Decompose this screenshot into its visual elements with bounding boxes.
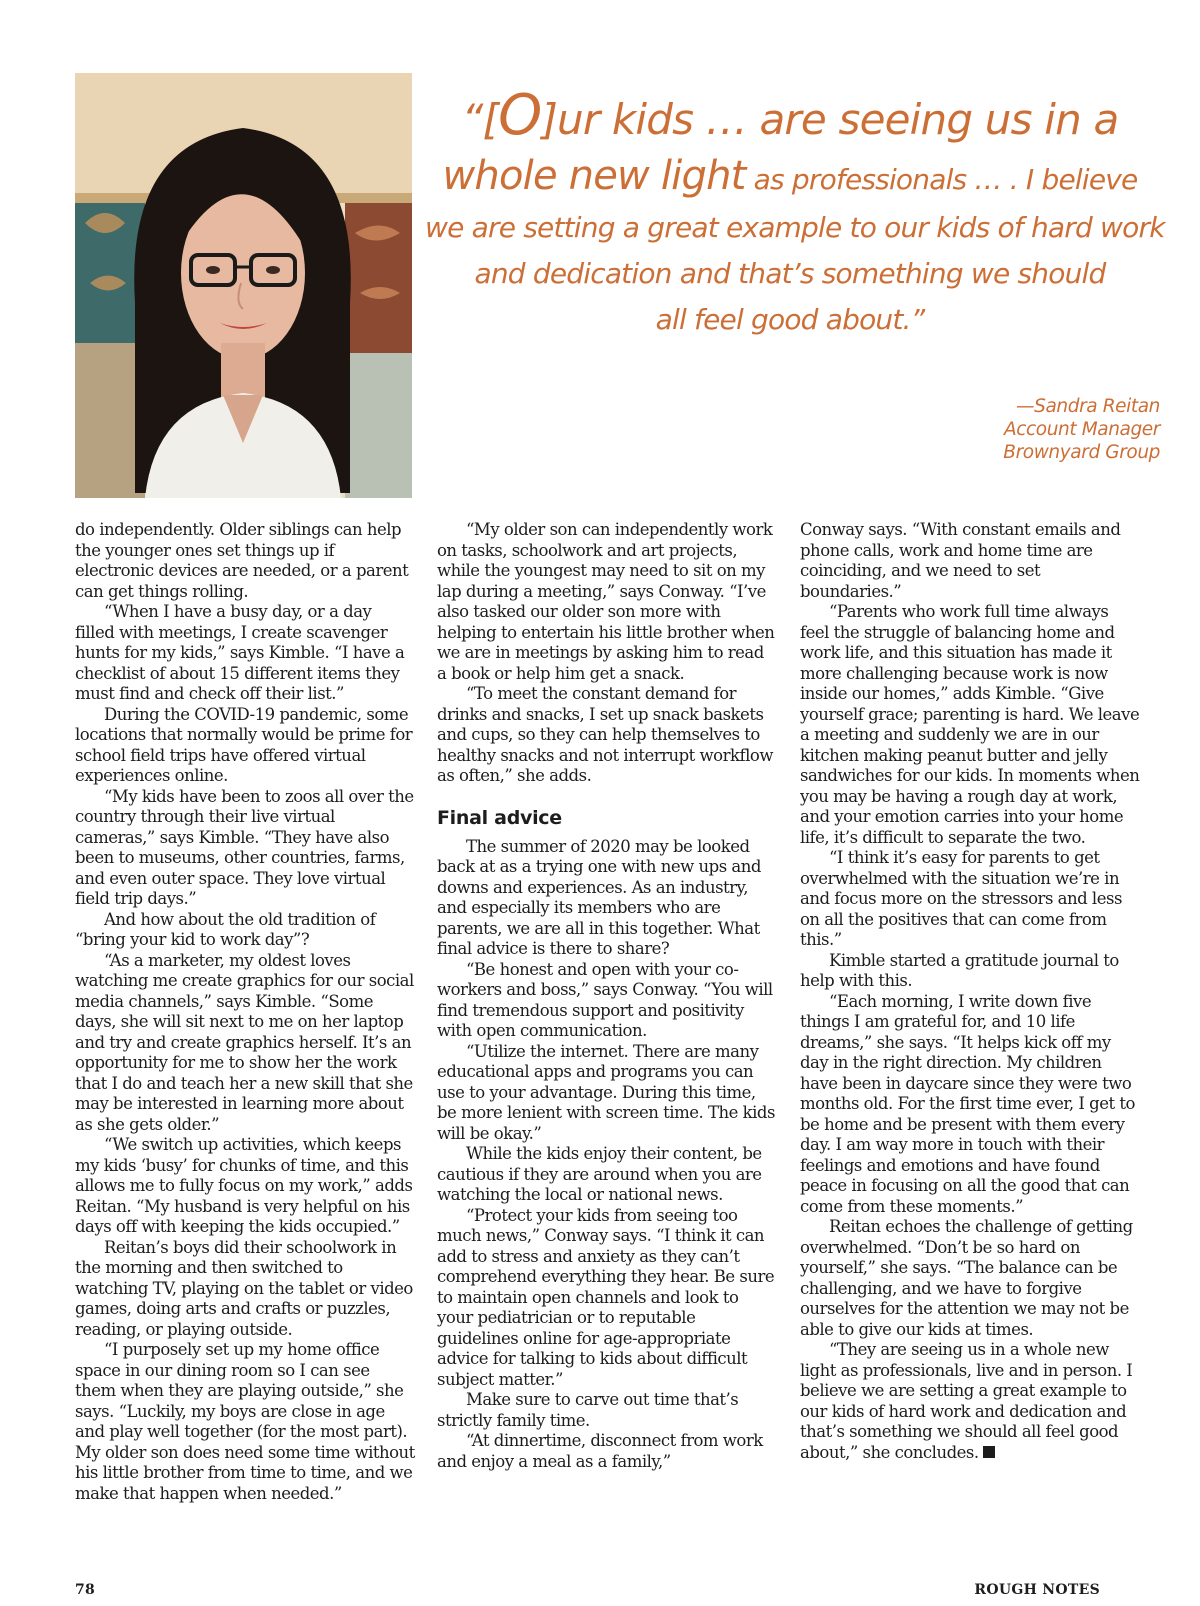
paragraph: “We switch up activities, which keeps my kids ‘busy’ for chunks of time, and this allows me to fully focus on my work,” adds Reitan. “My husband is very helpful on his days off with keeping the kids occupied.” [75, 1135, 413, 1236]
portrait-photo-icon [75, 73, 412, 498]
paragraph: Reitan’s boys did their schoolwork in the morning and then switched to watching TV, playing on the tablet or video games, doing arts and crafts or puzzles, reading, or playing outside. [75, 1237, 413, 1339]
end-mark-icon [983, 1446, 995, 1458]
paragraph: “My older son can independently work on tasks, schoolwork and art projects, while the youngest may need to sit on my lap during a meeting,” says Conway. “I’ve also tasked our older son more with helping to entertain his little brother when we are in meetings by asking him to read a book or help him get a snack. [437, 520, 775, 683]
paragraph: Reitan echoes the challenge of getting overwhelmed. “Don’t be so hard on yourself,” she says. “The balance can be challenging, and we have to forgive ourselves for the attention we may not be able to give our kids at times. [800, 1217, 1133, 1339]
article-column-3 [800, 520, 1140, 1463]
paragraph: Kimble started a gratitude journal to help with this. [800, 950, 1119, 990]
paragraph: During the COVID-19 pandemic, some locations that normally would be prime for school field trips have offered virtual experiences online. [75, 704, 413, 785]
pull-quote-line-3: we are setting a great example to our kids of hard work [425, 211, 1165, 244]
paragraph: “When I have a busy day, or a day filled with meetings, I create scavenger hunts for my kids,” says Kimble. “I have a checklist of about 15 different items they must find and check off their list.” [75, 602, 405, 703]
portrait-photo [75, 73, 412, 498]
publication-name: ROUGH NOTES [974, 1582, 1100, 1598]
paragraph: “I purposely set up my home office space in our dining room so I can see them when they are playing outside,” she says. “Luckily, my boys are close in age and play well together (for the most part). My older son does need some time without his little brother from time to time, and we make that happen when needed.” [75, 1340, 415, 1503]
paragraph: Conway says. “With constant emails and phone calls, work and home time are coinciding, and we need to set boundaries.” [800, 520, 1121, 601]
paragraph: “Utilize the internet. There are many educational apps and programs you can use to your advantage. During this time, be more lenient with screen time. The kids will be okay.” [437, 1041, 775, 1143]
pull-quote-line-2: whole new light as professionals … . I believe [442, 153, 1138, 199]
paragraph: Make sure to carve out time that’s strictly family time. [437, 1390, 739, 1430]
closing-paragraph-text: “They are seeing us in a whole new light as professionals, live and in person. I believe we are setting a great example to our kids of hard work and dedication and that’s something we should all feel good about,” she concludes. [800, 1340, 1133, 1462]
paragraph: “Parents who work full time always feel the struggle of balancing home and work life, and this situation has made it more challenging because work is now inside our homes,” adds Kimble. “Give yourself grace; parenting is hard. We leave a meeting and suddenly we are in our kitchen making peanut butter and jelly sandwiches for our kids. In moments when you may be having a rough day at work, and your emotion carries into your home life, it’s difficult to separate the two. [800, 602, 1140, 847]
pull-quote-line-1: “[O]ur kids … are seeing us in a [461, 83, 1119, 148]
section-heading: Final advice [437, 806, 562, 829]
pull-quote-line-5: all feel good about.” [655, 303, 925, 336]
pull-quote [425, 83, 1165, 343]
article-column-1 [75, 520, 415, 1504]
pull-quote-attribution [1003, 395, 1160, 464]
paragraph: “Protect your kids from seeing too much news,” Conway says. “I think it can add to stress and anxiety as they can’t comprehend everything they hear. Be sure to maintain open channels and look to your pediatrician or to reputable guidelines online for age-appropriate advice for talking to kids about difficult subject matter.” [437, 1205, 775, 1389]
paragraph: “To meet the constant demand for drinks and snacks, I set up snack baskets and cups, so they can help themselves to healthy snacks and not interrupt workflow as often,” she adds. [437, 684, 773, 785]
attribution-name: —Sandra Reitan [1016, 396, 1160, 417]
paragraph: “My kids have been to zoos all over the country through their live virtual cameras,” says Kimble. “They have also been to museums, other countries, farms, and even outer space. They love virtual field trip days.” [75, 786, 414, 908]
paragraph: “At dinnertime, disconnect from work and enjoy a meal as a family,” [437, 1431, 763, 1471]
attribution-company: Brownyard Group [1003, 442, 1160, 463]
paragraph: The summer of 2020 may be looked back at as a trying one with new ups and downs and experiences. As an industry, and especially its members who are parents, we are all in this together. What final advice is there to share? [437, 836, 761, 958]
paragraph: “I think it’s easy for parents to get overwhelmed with the situation we’re in and focus more on the stressors and less on all the positives that can come from this.” [800, 848, 1122, 949]
paragraph: “Each morning, I write down five things I am grateful for, and 10 life dreams,” she says. “It helps kick off my day in the right direction. My children have been in daycare since they were two months old. For the first time ever, I get to be home and be present with them every day. I am way more in touch with their feelings and emotions and have found peace in focusing on all the good that can come from these moments.” [800, 991, 1135, 1216]
paragraph: While the kids enjoy their content, be cautious if they are around when you are watching the local or national news. [437, 1144, 762, 1204]
pull-quote-line-4: and dedication and that’s something we should [474, 257, 1106, 290]
paragraph: “Be honest and open with your co-workers and boss,” says Conway. “You will find tremendous support and positivity with open communication. [437, 959, 773, 1040]
article-column-2 [437, 520, 777, 1472]
paragraph [800, 1340, 1140, 1463]
attribution-title: Account Manager [1004, 419, 1160, 440]
paragraph: And how about the old tradition of “bring your kid to work day”? [75, 909, 376, 949]
paragraph: “As a marketer, my oldest loves watching me create graphics for our social media channels,” says Kimble. “Some days, she will sit next to me on her laptop and try and create graphics herself. It’s an opportunity for me to show her the work that I do and teach her a new skill that she may be interested in learning more about as she gets older.” [75, 950, 414, 1134]
paragraph: do independently. Older siblings can help the younger ones set things up if electronic devices are needed, or a parent can get things rolling. [75, 520, 409, 601]
page-number: 78 [75, 1582, 96, 1598]
